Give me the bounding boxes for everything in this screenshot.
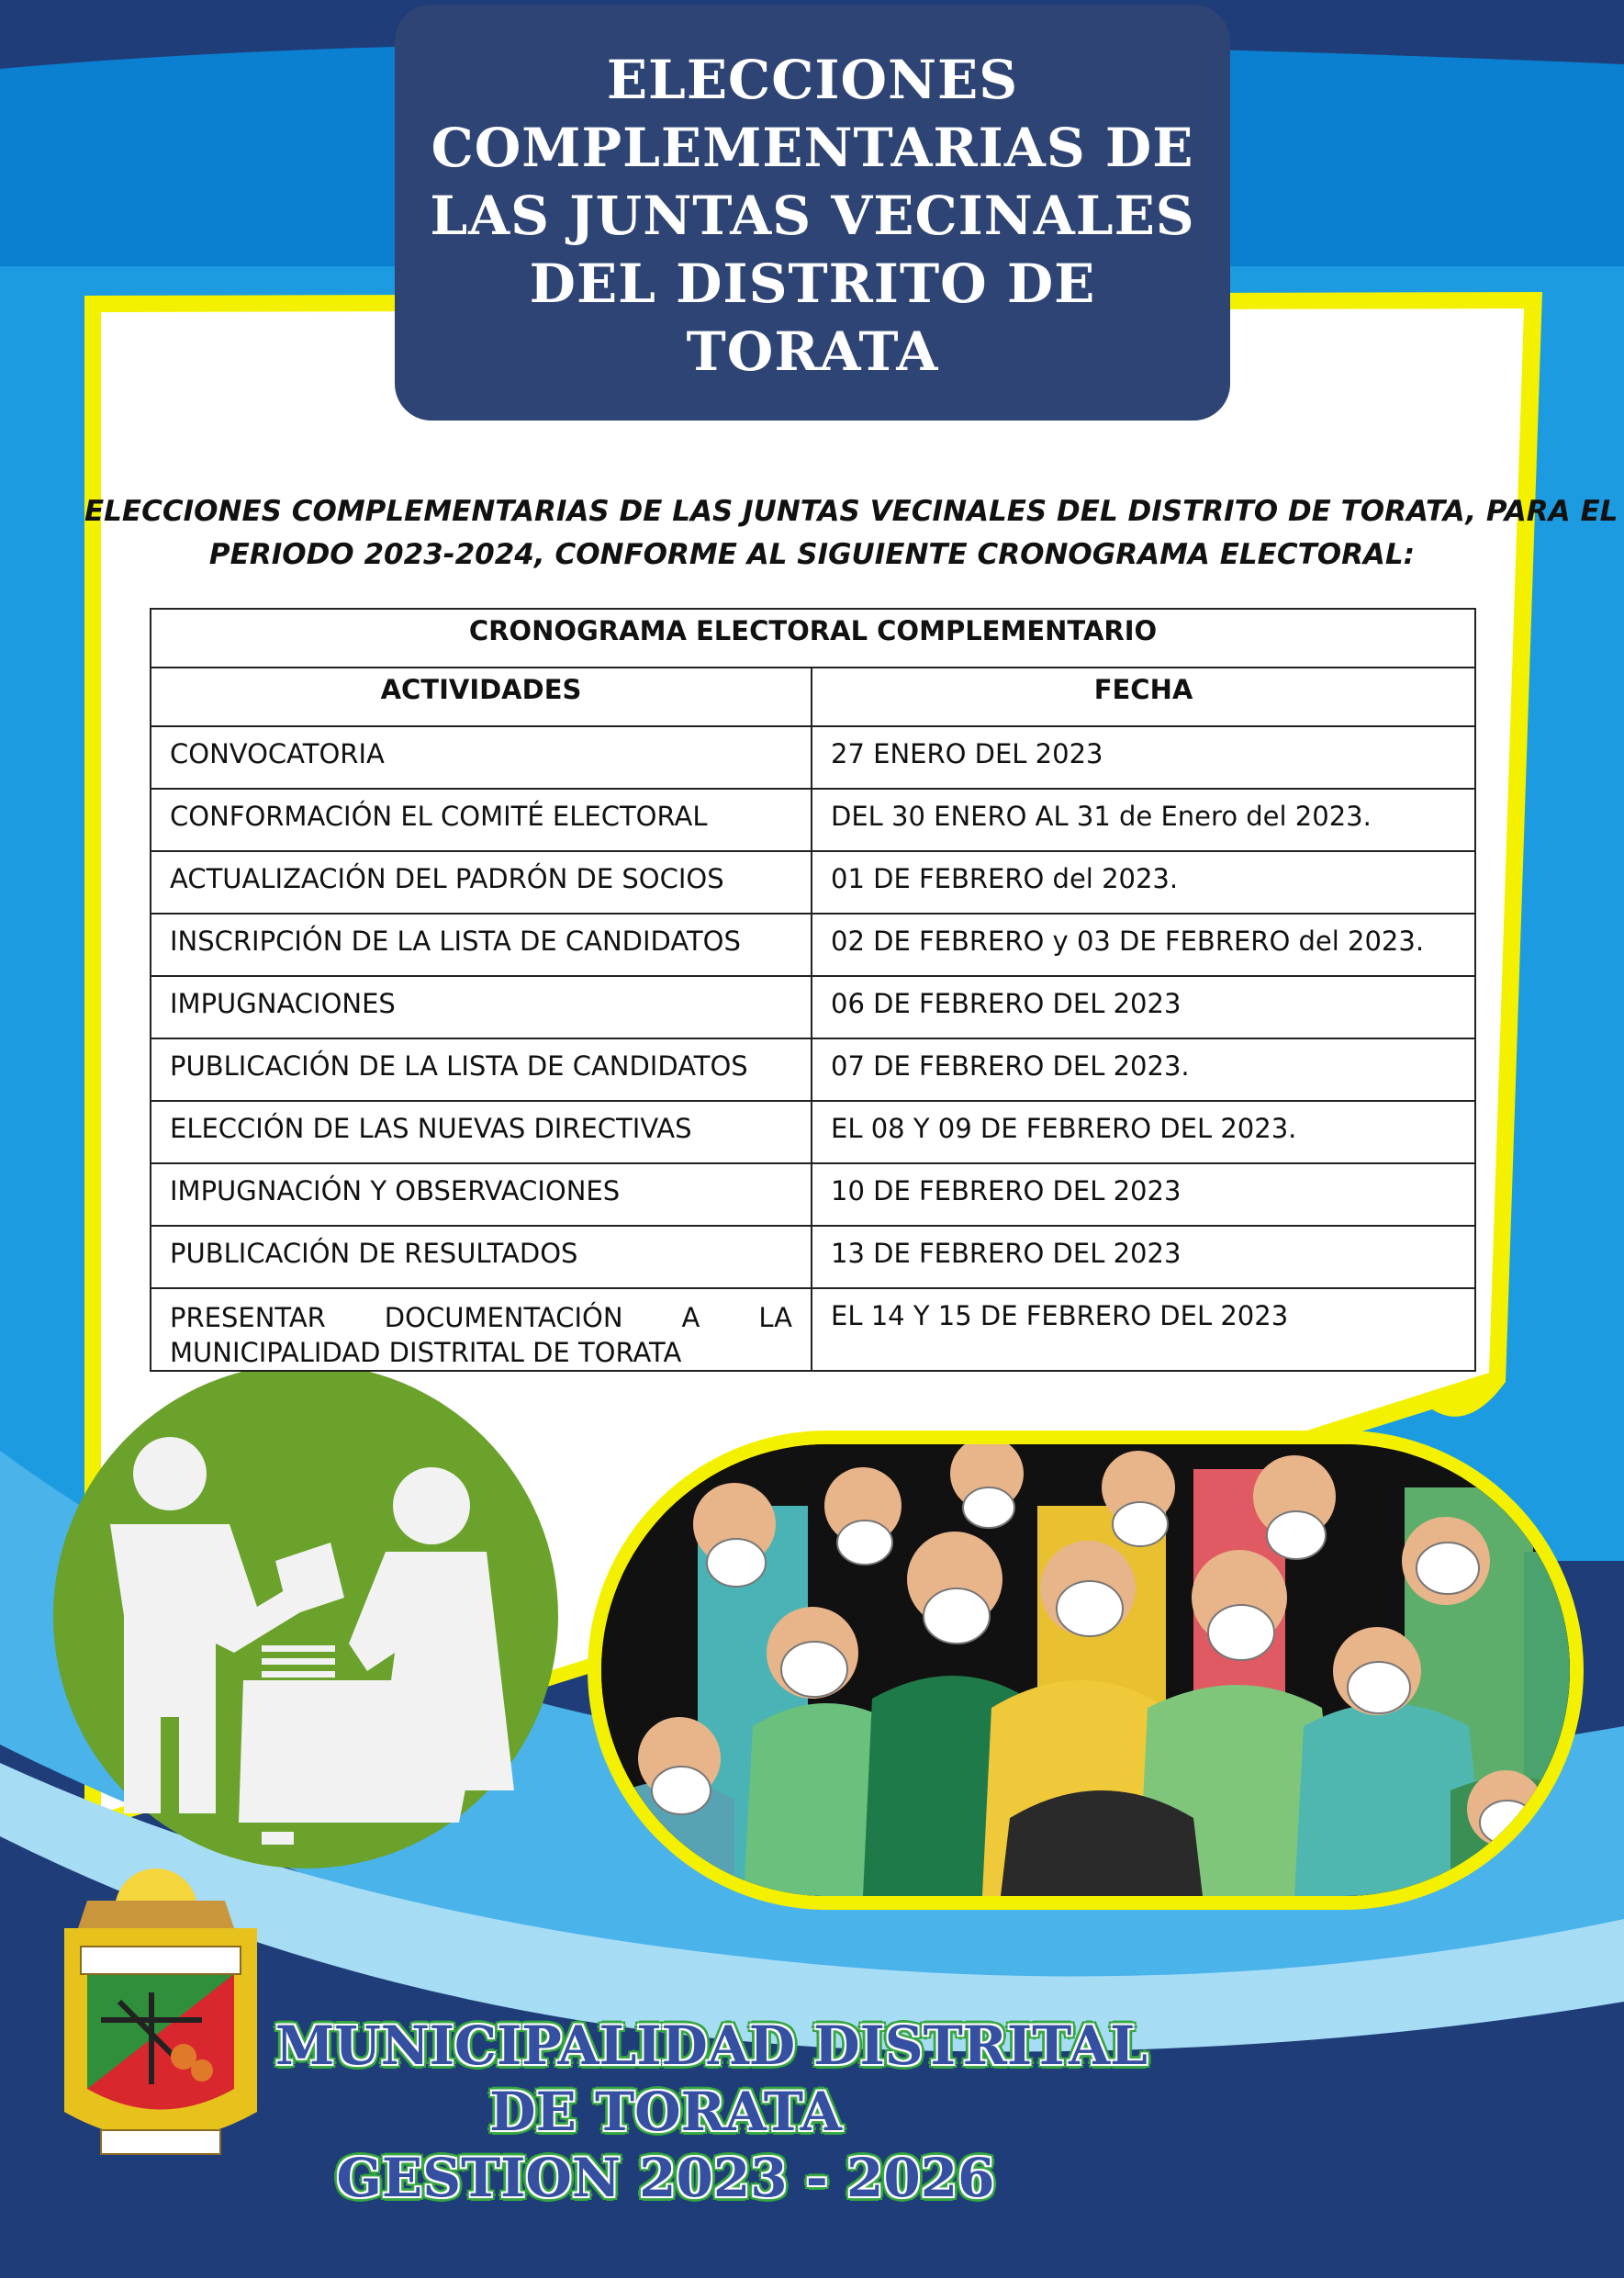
activity-cell: ACTUALIZACIÓN DEL PADRÓN DE SOCIOS [151, 851, 812, 914]
table-row [151, 851, 1475, 914]
table-caption: CRONOGRAMA ELECTORAL COMPLEMENTARIO [151, 609, 1475, 668]
date-cell: 06 DE FEBRERO DEL 2023 [812, 976, 1475, 1038]
table-row [151, 1226, 1475, 1288]
activity-cell: INSCRIPCIÓN DE LA LISTA DE CANDIDATOS [151, 914, 812, 976]
activity-cell: IMPUGNACIÓN Y OBSERVACIONES [151, 1163, 812, 1226]
activity-cell: ELECCIÓN DE LAS NUEVAS DIRECTIVAS [151, 1101, 812, 1163]
header-fecha: FECHA [812, 668, 1475, 726]
table-row [151, 1163, 1475, 1226]
date-cell: 07 DE FEBRERO DEL 2023. [812, 1038, 1475, 1101]
table-row [151, 976, 1475, 1038]
date-cell: 02 DE FEBRERO y 03 DE FEBRERO del 2023. [812, 914, 1475, 976]
table-row [151, 914, 1475, 976]
title-line-1: ELECCIONES [606, 49, 1019, 111]
title-line-4: DEL DISTRITO DE [529, 252, 1096, 315]
activity-cell: IMPUGNACIONES [151, 976, 812, 1038]
voting-illustration [53, 1363, 558, 1868]
table-row [151, 1101, 1475, 1163]
footer-line-3: GESTION 2023 - 2026 [336, 2147, 995, 2209]
activity-cell: CONFORMACIÓN EL COMITÉ ELECTORAL [151, 789, 812, 851]
date-cell: 27 ENERO DEL 2023 [812, 726, 1475, 789]
footer-line-1: MUNICIPALIDAD DISTRITAL [275, 2014, 1148, 2077]
table-row [151, 1288, 1475, 1371]
footer-line-2: DE TORATA [489, 2081, 842, 2143]
electoral-schedule-table [150, 608, 1476, 1372]
table-caption-row [151, 609, 1475, 668]
intro-text [84, 490, 1618, 577]
title-banner [395, 5, 1230, 421]
torata-crest [64, 1868, 257, 2154]
title-line-2: COMPLEMENTARIAS DE [431, 117, 1194, 179]
table-row [151, 1038, 1475, 1101]
intro-line-1: ELECCIONES COMPLEMENTARIAS DE LAS JUNTAS VECINALES DEL DISTRITO DE TORATA, PARA EL [84, 495, 1618, 528]
date-cell: EL 14 Y 15 DE FEBRERO DEL 2023 [812, 1288, 1475, 1371]
activity-cell: PUBLICACIÓN DE RESULTADOS [151, 1226, 812, 1288]
date-cell: 01 DE FEBRERO del 2023. [812, 851, 1475, 914]
activity-cell: PUBLICACIÓN DE LA LISTA DE CANDIDATOS [151, 1038, 812, 1101]
header-actividades: ACTIVIDADES [151, 668, 812, 726]
title-line-3: LAS JUNTAS VECINALES [430, 185, 1195, 247]
municipality-footer [275, 2013, 1148, 2211]
activity-cell: PRESENTAR DOCUMENTACIÓN A LA MUNICIPALIDAD DISTRITAL DE TORATA [151, 1288, 812, 1371]
table-row [151, 789, 1475, 851]
date-cell: EL 08 Y 09 DE FEBRERO DEL 2023. [812, 1101, 1475, 1163]
activity-cell: CONVOCATORIA [151, 726, 812, 789]
title-line-5: TORATA [686, 320, 939, 383]
table-row [151, 726, 1475, 789]
date-cell: 13 DE FEBRERO DEL 2023 [812, 1226, 1475, 1288]
intro-line-2: PERIODO 2023-2024, CONFORME AL SIGUIENTE CRONOGRAMA ELECTORAL: [208, 538, 1416, 571]
date-cell: 10 DE FEBRERO DEL 2023 [812, 1163, 1475, 1226]
crowd-illustration [588, 1431, 1584, 1910]
table-header-row [151, 668, 1475, 726]
date-cell: DEL 30 ENERO AL 31 de Enero del 2023. [812, 789, 1475, 851]
